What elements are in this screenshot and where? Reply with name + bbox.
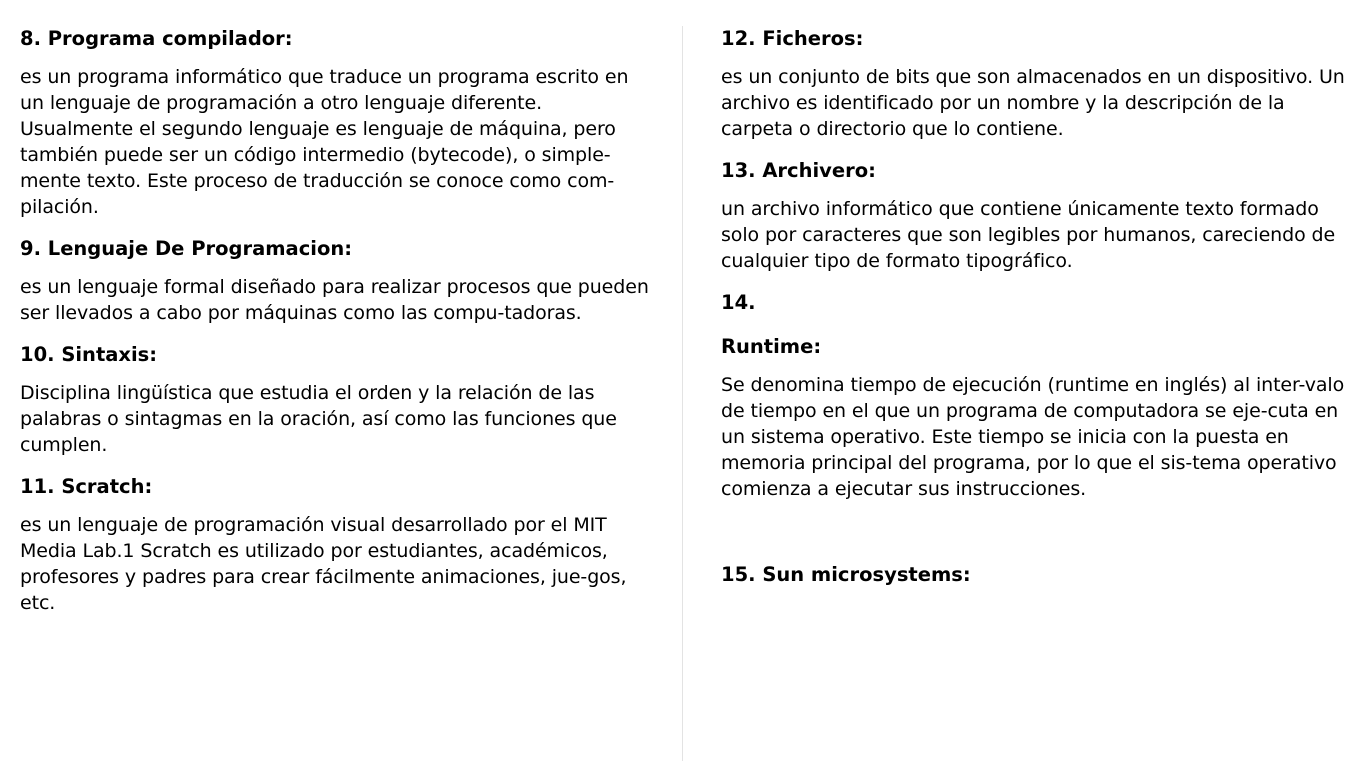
heading-lenguaje-de-programacion: 9. Lenguaje De Programacion: [20, 237, 353, 260]
heading-runtime: Runtime: [721, 335, 822, 358]
body-archivero: un archivo informático que contiene únicamente texto formado solo por caracteres que son legibles por humanos, careciendo de cualquier tipo de formato tipográfico. [721, 198, 1336, 272]
right-column [721, 20, 1351, 600]
heading-ficheros: 12. Ficheros: [721, 27, 864, 50]
left-column [20, 20, 650, 626]
spacer [721, 512, 1351, 556]
body-lenguaje-de-programacion: es un lenguaje formal diseñado para realizar procesos que pueden ser llevados a cabo por máquinas como las compu-tadoras. [20, 276, 649, 324]
heading-archivero: 13. Archivero: [721, 159, 876, 182]
heading-scratch: 11. Scratch: [20, 475, 153, 498]
heading-sintaxis: 10. Sintaxis: [20, 343, 158, 366]
body-sintaxis: Disciplina lingüística que estudia el orden y la relación de las palabras o sintagmas en la oración, así como las funciones que cumplen. [20, 382, 617, 456]
heading-runtime-number: 14. [721, 291, 756, 314]
body-programa-compilador: es un programa informático que traduce un programa escrito en un lenguaje de programación a otro lenguaje diferente. Usualmente el segundo lenguaje es lenguaje de máquina, pero también puede ser un código intermedio (bytecode), o simple-mente texto. Este proceso de traducción se conoce como com-pilación. [20, 66, 629, 218]
body-runtime: Se denomina tiempo de ejecución (runtime en inglés) al inter-valo de tiempo en el que un programa de computadora se eje-cuta en un sistema operativo. Este tiempo se inicia con la puesta en memoria principal del programa, por lo que el sis-tema operativo comienza a ejecutar sus instrucciones. [721, 374, 1345, 500]
heading-sun-microsystems: 15. Sun microsystems: [721, 563, 971, 586]
heading-programa-compilador: 8. Programa compilador: [20, 27, 293, 50]
body-scratch: es un lenguaje de programación visual desarrollado por el MIT Media Lab.1 Scratch es utilizado por estudiantes, académicos, profesores y padres para crear fácilmente animaciones, jue-gos, etc. [20, 514, 627, 614]
column-divider [682, 26, 683, 761]
body-ficheros: es un conjunto de bits que son almacenados en un dispositivo. Un archivo es identificado por un nombre y la descripción de la carpeta o directorio que lo contiene. [721, 66, 1345, 140]
